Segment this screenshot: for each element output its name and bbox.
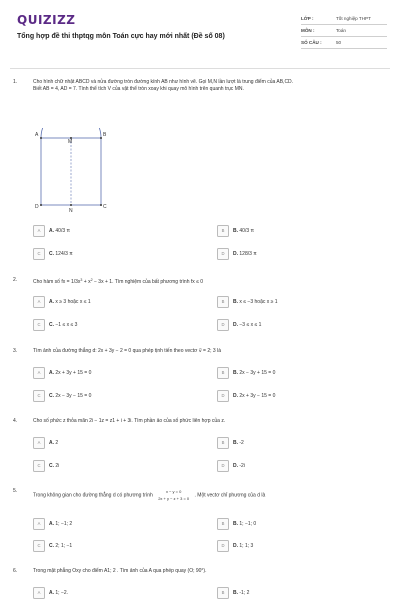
meta-label: MÔN : [301,28,315,33]
option-letter: C [33,390,45,402]
option-d[interactable] [217,390,275,401]
option-letter: A [33,367,45,379]
option-d[interactable] [217,319,261,330]
option-label: B. -1; 2 [233,589,250,596]
option-letter: C [33,248,45,260]
option-letter: B [217,367,229,379]
option-a[interactable] [33,518,72,529]
option-letter: A [33,437,45,449]
option-label: A. x ≥ 3 hoặc x ≤ 1 [49,298,91,305]
equation-system: x − y = 0 2x + y − z + 3 = 0 [158,489,190,501]
question-number: 3. [13,348,18,354]
option-letter: D [217,390,229,402]
question-3 [13,348,385,355]
point-label-m: M [68,139,73,145]
option-letter: B [217,437,229,449]
meta-value: Tốt nghiệp THPT [336,16,371,21]
option-c[interactable] [33,319,77,330]
option-b[interactable] [217,367,275,378]
option-letter: B [217,296,229,308]
option-label: C. 2i [49,462,60,469]
option-label: C. 2x − 3y − 15 = 0 [49,392,92,399]
header-divider [10,68,390,69]
option-letter: C [33,460,45,472]
option-c[interactable] [33,390,91,401]
option-label: C. 2; 1; −1 [49,542,73,549]
option-label: B. -2 [233,439,244,446]
question-text-line: Biết AB = 4, AD = 7. Tính thể tích V của vật thể tròn xoay khi quay mô hình trên quanh trục MN. [33,86,244,92]
option-letter: D [217,540,229,552]
option-b[interactable] [217,518,256,529]
option-d[interactable] [217,540,253,551]
question-1 [13,79,385,93]
point-label-b: B [103,132,107,138]
point-label-d: D [35,204,39,210]
option-letter: D [217,460,229,472]
option-b[interactable] [217,437,244,448]
meta-value: 50 [336,40,342,45]
option-label: D. -2i [233,462,245,469]
option-letter: A [33,296,45,308]
option-letter: D [217,319,229,331]
option-label: D. −3 ≤ x ≤ 1 [233,321,262,328]
question-text [33,79,385,93]
question-text-line: Cho hình chữ nhật ABCD và nửa đường tròn đường kính AB như hình vẽ. Gọi M,N lần lượt là trung điểm của AB,CD. [33,79,294,85]
option-d[interactable] [217,248,257,259]
question-number: 2. [13,277,18,283]
option-label: D. 2x + 3y − 15 = 0 [233,392,276,399]
option-letter: B [217,518,229,530]
option-b[interactable] [217,225,254,236]
option-label: C. −1 ≤ x ≤ 3 [49,321,78,328]
question-text: Cho hàm số fx = $1/3x^3 + x^2 - 3x + 1$. Tìm nghiệm của bất phương trình fx ≤ 0 [33,278,204,285]
meta-row-subject [301,25,387,37]
question-number: 4. [13,418,18,424]
option-c[interactable] [33,248,73,259]
question-5 [13,488,385,502]
option-letter: A [33,518,45,530]
question-text: Cho số phức z thỏa mãn 2i − 1z = z1 + i + 3i. Tìm phần ảo của số phức liên hợp của z. [33,418,226,424]
option-label: D. 1; 1; 3 [233,542,254,549]
question-number: 6. [13,568,18,574]
option-label: A. 40/3 π [49,227,70,234]
point-label-a: A [35,132,39,138]
question-number: 1. [13,79,18,85]
option-letter: A [33,587,45,599]
option-label: B. 1; −1; 0 [233,520,257,527]
option-a[interactable] [33,437,58,448]
option-label: A. 2x + 3y + 15 = 0 [49,369,92,376]
logo: QUIZIZZ [17,13,76,27]
point-label-c: C [103,204,107,210]
question-text: Tìm ảnh của đường thẳng d: 2x + 3y − 2 = 0 qua phép tịnh tiến theo vectơ v⃗ = 2; 3 là [33,348,221,354]
question-number: 5. [13,488,18,494]
geometry-figure [35,128,115,213]
option-a[interactable] [33,296,91,307]
option-letter: C [33,540,45,552]
option-letter: D [217,248,229,260]
option-letter: A [33,225,45,237]
option-label: B. 40/3 π [233,227,254,234]
question-2 [13,277,385,286]
option-label: A. 1; −2. [49,589,69,596]
question-4 [13,418,385,425]
option-label: A. 2 [49,439,59,446]
meta-value: Toán [336,28,346,33]
option-label: B. x ≤ −3 hoặc x ≥ 1 [233,298,278,305]
point-label-n: N [69,208,73,213]
meta-row-class [301,13,387,25]
option-a[interactable] [33,367,91,378]
option-d[interactable] [217,460,245,471]
question-text: Trong không gian cho đường thẳng d có phương trình x − y = 0 2x + y − z + 3 = 0 . Một vectơ chỉ phương của d là [33,489,266,501]
option-label: B. 2x − 3y + 15 = 0 [233,369,276,376]
meta-label: LỚP : [301,16,314,21]
option-c[interactable] [33,460,59,471]
option-letter: B [217,587,229,599]
option-label: A. 1; −1; 2 [49,520,73,527]
document-title: Tổng hợp đề thi thptqg môn Toán cực hay mới nhất (Đề số 08) [17,33,225,40]
meta-row-count [301,37,387,49]
option-a[interactable] [33,587,68,598]
option-a[interactable] [33,225,70,236]
option-label: D. 128/3 π [233,250,257,257]
meta-panel [301,13,387,49]
option-letter: B [217,225,229,237]
option-c[interactable] [33,540,72,551]
question-6 [13,568,385,575]
option-b[interactable] [217,296,278,307]
meta-label: SỐ CÂU : [301,40,322,45]
question-text: Trong mặt phẳng Oxy cho điểm A1; 2 . Tìm ảnh của A qua phép quay (O; 90°). [33,568,207,574]
option-letter: C [33,319,45,331]
option-b[interactable] [217,587,249,598]
option-label: C. 124/3 π [49,250,73,257]
